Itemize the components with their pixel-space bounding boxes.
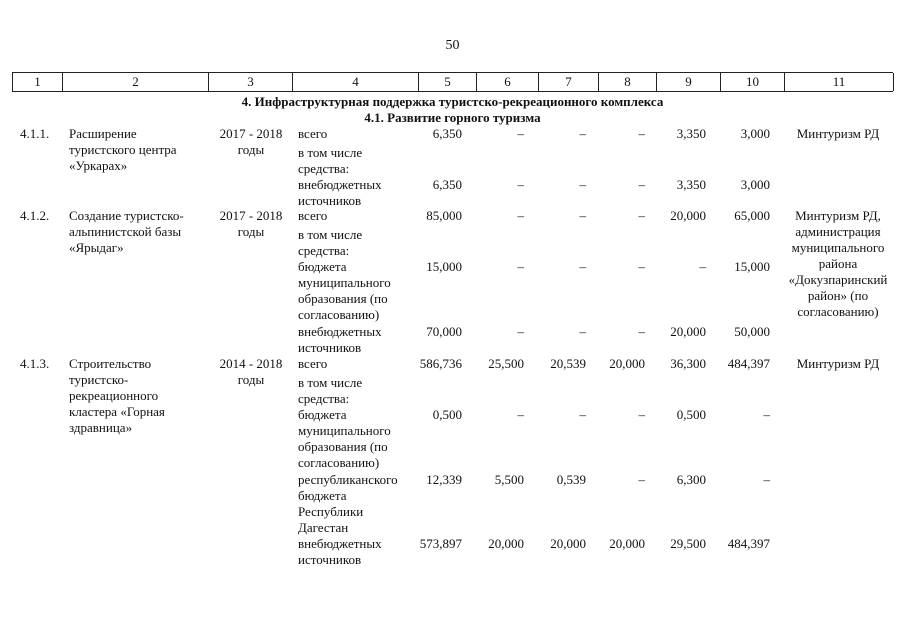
period: 2017 - 2018 bbox=[219, 208, 283, 223]
value-v7: 20,000 bbox=[550, 536, 586, 551]
funding-source: муниципального bbox=[298, 423, 391, 438]
funding-source: Республики bbox=[298, 504, 364, 519]
value-v5: 70,000 bbox=[426, 324, 462, 339]
value-v9: – bbox=[699, 259, 706, 274]
period: 2017 - 2018 bbox=[219, 126, 283, 141]
value-v9: 3,350 bbox=[676, 177, 706, 192]
value-v6: 5,500 bbox=[494, 472, 524, 487]
executor: район» (по bbox=[807, 288, 869, 303]
section-title: 4. Инфраструктурная поддержка туристско-рекреационного комплекса bbox=[241, 94, 664, 109]
funding-source: в том числе bbox=[298, 227, 363, 242]
value-v9: 0,500 bbox=[676, 407, 706, 422]
executor: муниципального bbox=[791, 240, 885, 255]
column-header-9: 9 bbox=[657, 73, 721, 91]
value-v8: – bbox=[638, 126, 645, 141]
value-v10: – bbox=[763, 472, 770, 487]
value-v7: 20,539 bbox=[550, 356, 586, 371]
value-v5: 15,000 bbox=[426, 259, 462, 274]
measure-name: Строительство bbox=[69, 356, 152, 371]
value-v5: 12,339 bbox=[426, 472, 462, 487]
value-v6: 20,000 bbox=[488, 536, 524, 551]
funding-source: бюджета bbox=[298, 407, 347, 422]
executor: «Докузпаринский bbox=[788, 272, 888, 287]
funding-source: в том числе bbox=[298, 145, 363, 160]
value-v5: 573,897 bbox=[419, 536, 462, 551]
value-v6: – bbox=[517, 126, 524, 141]
value-v8: – bbox=[638, 324, 645, 339]
value-v9: 20,000 bbox=[670, 208, 706, 223]
row-number: 4.1.3. bbox=[20, 356, 50, 371]
value-v10: 3,000 bbox=[740, 177, 770, 192]
value-v10: 50,000 bbox=[734, 324, 770, 339]
funding-source: согласованию) bbox=[298, 307, 380, 322]
value-v8: – bbox=[638, 177, 645, 192]
value-v10: 3,000 bbox=[740, 126, 770, 141]
value-v8: 20,000 bbox=[609, 536, 645, 551]
value-v6: – bbox=[517, 259, 524, 274]
value-v8: – bbox=[638, 259, 645, 274]
value-v8: – bbox=[638, 407, 645, 422]
measure-name: здравница» bbox=[69, 420, 133, 435]
page-number: 50 bbox=[445, 38, 460, 53]
measure-name: туристского центра bbox=[69, 142, 177, 157]
value-v9: 6,300 bbox=[676, 472, 706, 487]
subsection-title: 4.1. Развитие горного туризма bbox=[364, 110, 541, 125]
value-v7: – bbox=[579, 208, 586, 223]
column-header-10: 10 bbox=[721, 73, 785, 91]
funding-source: средства: bbox=[298, 391, 350, 406]
value-v10: – bbox=[763, 407, 770, 422]
funding-source: бюджета bbox=[298, 488, 347, 503]
funding-source: всего bbox=[298, 356, 328, 371]
value-v5: 6,350 bbox=[432, 177, 462, 192]
funding-source: образования (по bbox=[298, 439, 388, 454]
row-number: 4.1.1. bbox=[20, 126, 50, 141]
measure-name: Создание туристско- bbox=[69, 208, 184, 223]
measure-name: «Ярыдаг» bbox=[69, 240, 124, 255]
value-v7: – bbox=[579, 177, 586, 192]
column-header-6: 6 bbox=[477, 73, 539, 91]
value-v10: 484,397 bbox=[727, 356, 770, 371]
value-v10: 484,397 bbox=[727, 536, 770, 551]
value-v7: – bbox=[579, 126, 586, 141]
measure-name: кластера «Горная bbox=[69, 404, 165, 419]
funding-source: всего bbox=[298, 208, 328, 223]
value-v6: – bbox=[517, 324, 524, 339]
value-v10: 65,000 bbox=[734, 208, 770, 223]
period: годы bbox=[237, 372, 265, 387]
executor: Минтуризм РД bbox=[796, 356, 880, 371]
column-header-1: 1 bbox=[13, 73, 63, 91]
value-v7: – bbox=[579, 324, 586, 339]
value-v5: 0,500 bbox=[432, 407, 462, 422]
funding-source: внебюджетных bbox=[298, 177, 382, 192]
executor: Минтуризм РД bbox=[796, 126, 880, 141]
funding-source: в том числе bbox=[298, 375, 363, 390]
value-v9: 3,350 bbox=[676, 126, 706, 141]
funding-source: средства: bbox=[298, 243, 350, 258]
value-v5: 6,350 bbox=[432, 126, 462, 141]
value-v7: – bbox=[579, 259, 586, 274]
column-header-3: 3 bbox=[209, 73, 293, 91]
funding-source: муниципального bbox=[298, 275, 391, 290]
funding-source: внебюджетных bbox=[298, 536, 382, 551]
period: 2014 - 2018 bbox=[219, 356, 283, 371]
column-header-8: 8 bbox=[599, 73, 657, 91]
value-v9: 20,000 bbox=[670, 324, 706, 339]
funding-source: внебюджетных bbox=[298, 324, 382, 339]
value-v6: – bbox=[517, 177, 524, 192]
funding-source: согласованию) bbox=[298, 455, 380, 470]
funding-source: источников bbox=[298, 340, 362, 355]
measure-name: альпинистской базы bbox=[69, 224, 182, 239]
value-v8: – bbox=[638, 208, 645, 223]
funding-source: образования (по bbox=[298, 291, 388, 306]
value-v5: 586,736 bbox=[419, 356, 462, 371]
executor: согласованию) bbox=[797, 304, 879, 319]
measure-name: туристско- bbox=[69, 372, 129, 387]
column-header-7: 7 bbox=[539, 73, 599, 91]
value-v9: 36,300 bbox=[670, 356, 706, 371]
funding-source: всего bbox=[298, 126, 328, 141]
funding-source: бюджета bbox=[298, 259, 347, 274]
value-v6: – bbox=[517, 208, 524, 223]
column-header-4: 4 bbox=[293, 73, 419, 91]
column-header-2: 2 bbox=[63, 73, 209, 91]
funding-source: Дагестан bbox=[298, 520, 349, 535]
column-header-5: 5 bbox=[419, 73, 477, 91]
funding-source: источников bbox=[298, 193, 362, 208]
period: годы bbox=[237, 142, 265, 157]
funding-source: республиканского bbox=[298, 472, 398, 487]
table-header-row bbox=[12, 72, 893, 92]
value-v7: 0,539 bbox=[556, 472, 586, 487]
executor: администрация bbox=[795, 224, 881, 239]
measure-name: Расширение bbox=[69, 126, 137, 141]
measure-name: «Уркарах» bbox=[69, 158, 128, 173]
period: годы bbox=[237, 224, 265, 239]
row-number: 4.1.2. bbox=[20, 208, 50, 223]
value-v9: 29,500 bbox=[670, 536, 706, 551]
measure-name: рекреационного bbox=[69, 388, 159, 403]
value-v5: 85,000 bbox=[426, 208, 462, 223]
executor: Минтуризм РД, bbox=[795, 208, 881, 223]
value-v7: – bbox=[579, 407, 586, 422]
value-v6: 25,500 bbox=[488, 356, 524, 371]
value-v8: – bbox=[638, 472, 645, 487]
value-v10: 15,000 bbox=[734, 259, 770, 274]
funding-source: средства: bbox=[298, 161, 350, 176]
funding-source: источников bbox=[298, 552, 362, 567]
column-header-11: 11 bbox=[785, 73, 894, 91]
executor: района bbox=[818, 256, 858, 271]
value-v6: – bbox=[517, 407, 524, 422]
value-v8: 20,000 bbox=[609, 356, 645, 371]
